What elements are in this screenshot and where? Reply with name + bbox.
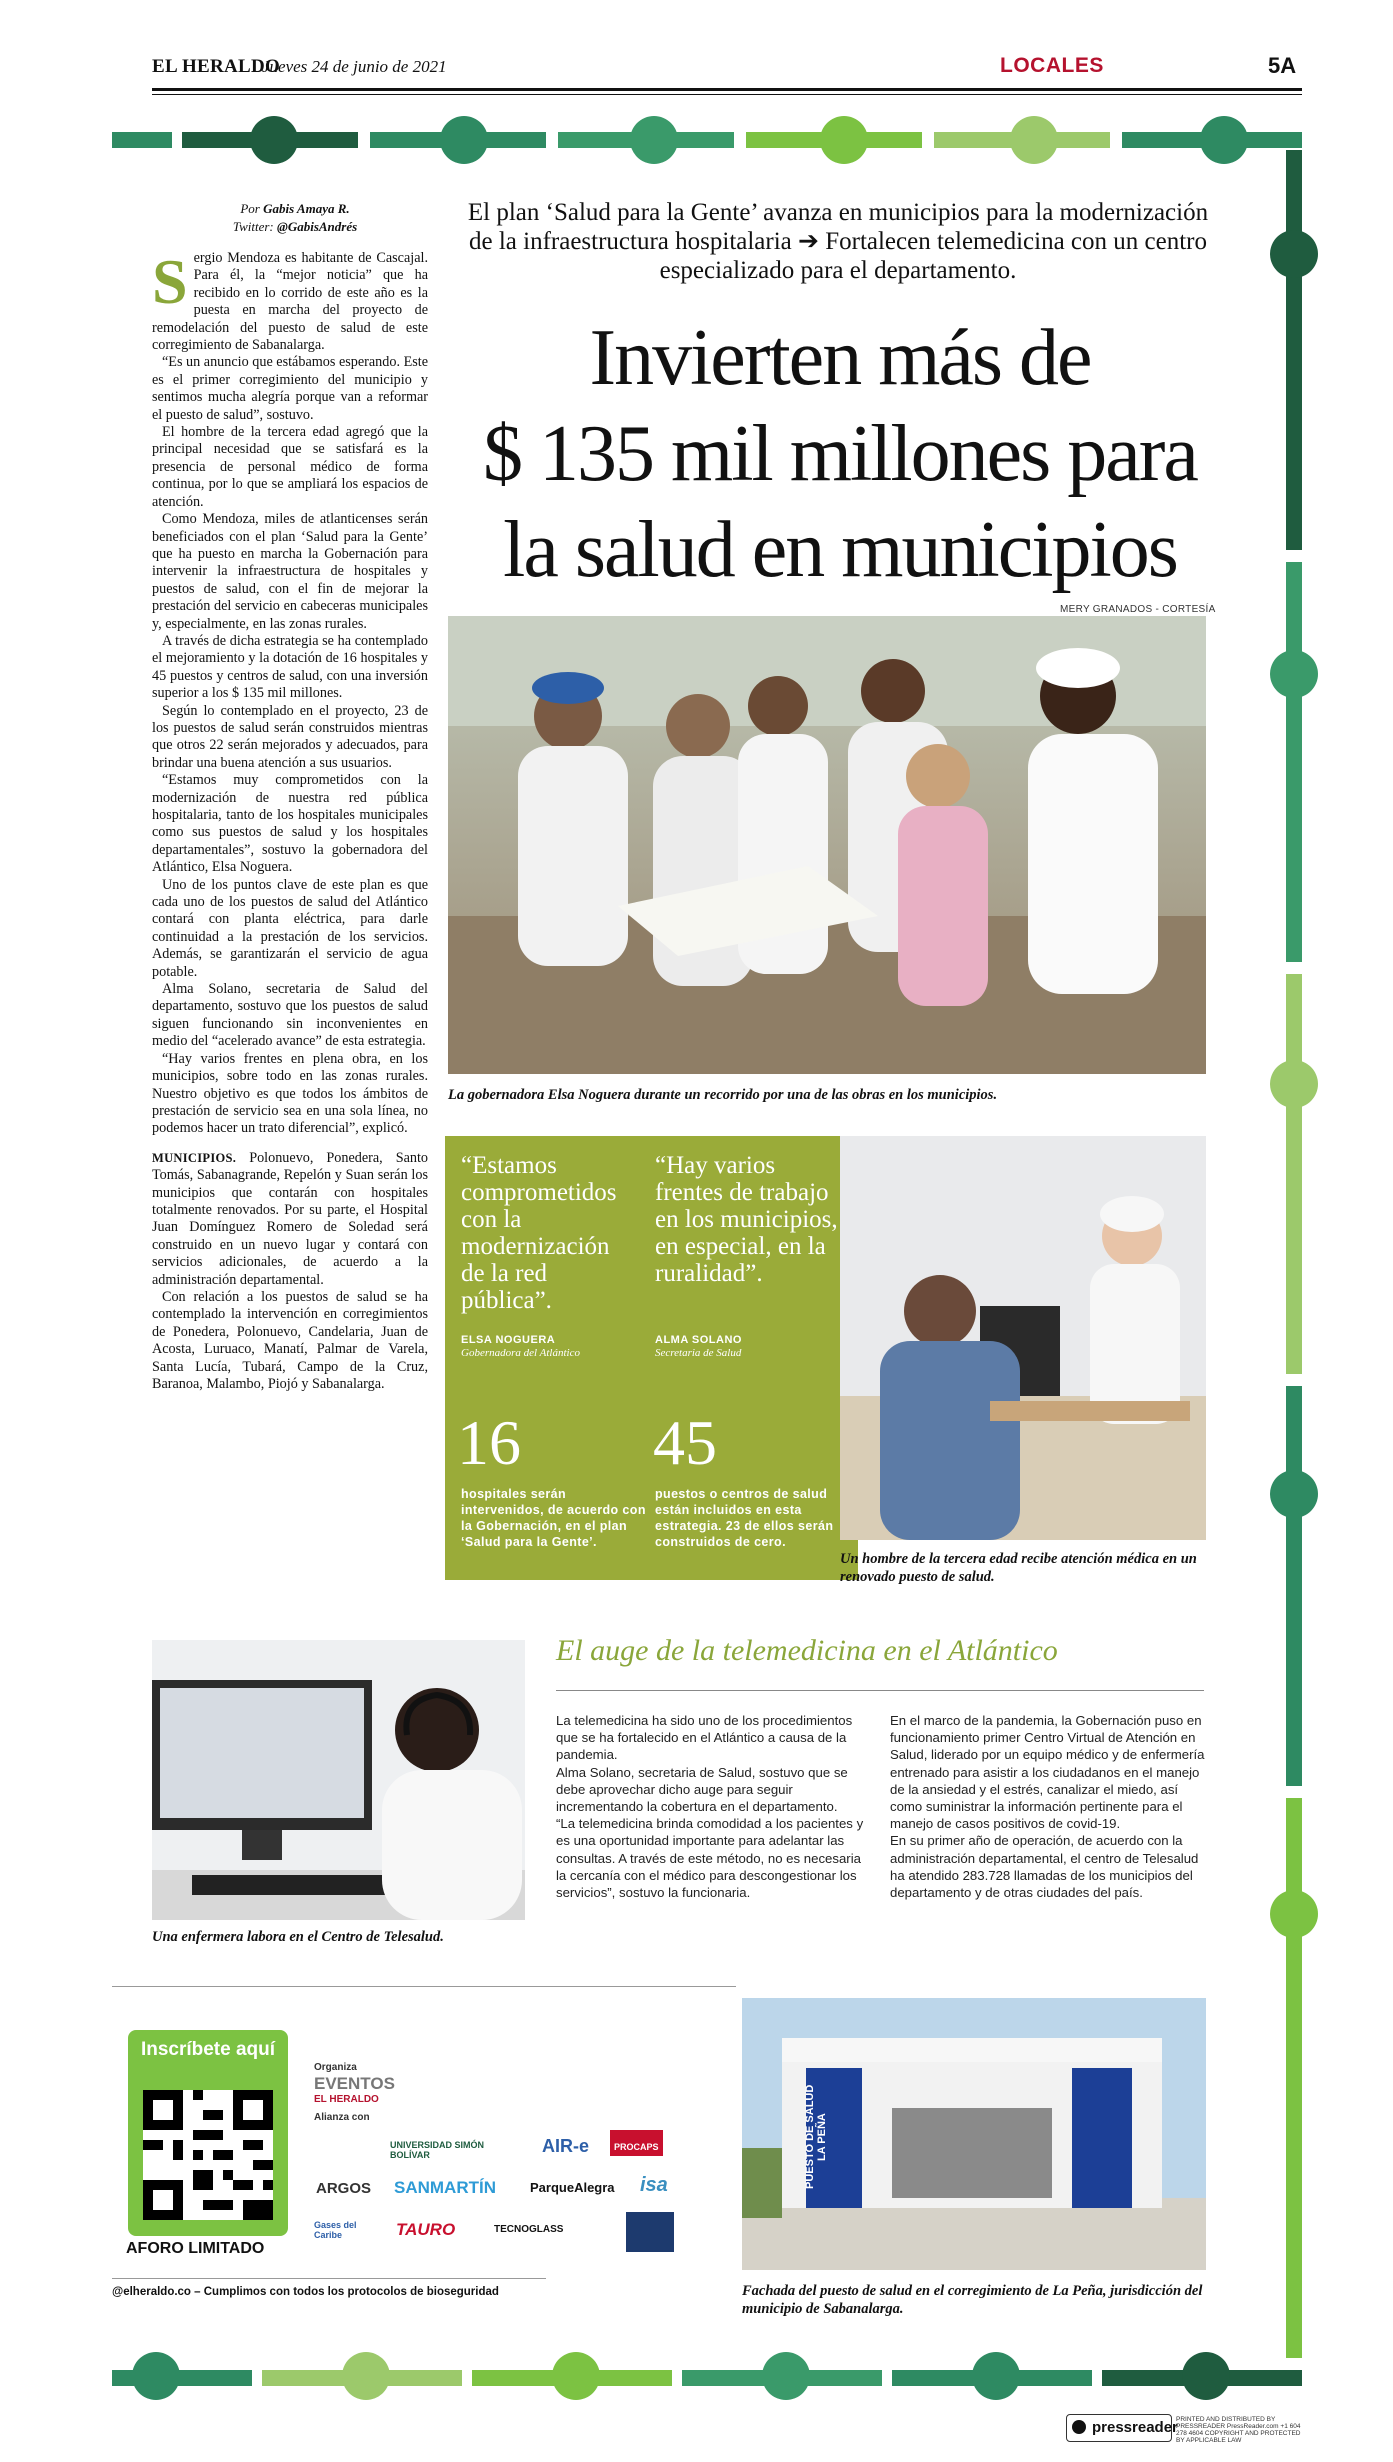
telemedicine-paragraph: “La telemedicina brinda comodidad a los pacientes y es una oportunidad importante para adelantar las consultas. A través de este método, no es necesaria la cercanía con el médico para descongestionar los servicios”, sostuvo la funcionaria. <box>556 1816 864 1901</box>
twitter-prefix: Twitter: <box>232 219 274 234</box>
ad-capacity-note: AFORO LIMITADO <box>126 2240 265 2257</box>
telemedicine-paragraph: La telemedicina ha sido uno de los procedimientos que se ha fortalecido en el Atlántico a causa de la pandemia. <box>556 1713 853 1763</box>
article-paragraph: “Estamos muy comprometidos con la modernización de nuestra red pública hospitalaria, tanto de los hospitales municipales como sus puestos de salud y los hospitales departamentales”, sostuvo la gobernadora del Atlántico, Elsa Noguera. <box>152 772 428 876</box>
photo-credit: MERY GRANADOS - CORTESÍA <box>1060 604 1216 615</box>
byline-prefix: Por <box>240 201 260 216</box>
qr-code-icon[interactable] <box>143 2090 273 2220</box>
facade-photo <box>742 1998 1206 2270</box>
nurse-photo-caption: Una enfermera labora en el Centro de Telesalud. <box>152 1929 444 1945</box>
article-body <box>152 246 429 1393</box>
article-paragraph: Como Mendoza, miles de atlanticenses serán beneficiados con el plan ‘Salud para la Gente’ que ha puesto en marcha la Gobernación para intervenir la infraestructura de hospitales y puestos de salud, con el fin de mejorar la prestación del servicio en cabeceras municipales y, especialmente, en las zonas rurales. <box>152 511 428 632</box>
header-rule-thin <box>152 94 1302 95</box>
ad-logo: ParqueAlegra <box>530 2180 615 2195</box>
byline-twitter: @GabisAndrés <box>277 219 358 234</box>
newspaper-name: EL HERALDO <box>152 56 281 77</box>
ad-footer-rule <box>112 2278 546 2279</box>
ad-logo: SANMARTÍN <box>394 2178 496 2197</box>
article-paragraph: “Es un anuncio que estábamos esperando. Este es el primer corregimiento del municipio y sentimos mucha alegría porque van a reformar el puesto de salud”, sostuvo. <box>152 354 428 423</box>
article-paragraph: Con relación a los puestos de salud se ha contemplado la intervención en corregimientos de Ponedera, Polonuevo, Candelaria, Juan de Acosta, Luruaco, Manatí, Palmar de Varela, Santa Lucía, Tubará, Campo de la Cruz, Baranoa, Malambo, Piojó y Sabanalarga. <box>152 1288 428 1392</box>
telemedicine-paragraph: Alma Solano, secretaria de Salud, sostuvo que se debe aprovechar dicho auge para seguir incrementando la cobertura en el departamento. <box>556 1764 848 1815</box>
article-paragraph: Uno de los puntos clave de este plan es que cada uno de los puestos de salud del Atlántico contará con planta eléctrica, para darle continuidad a la prestación de los servicios. Además, se garantizarán el servicio de agua potable. <box>152 876 428 980</box>
telemedicine-rule <box>556 1690 1204 1691</box>
article-paragraph: Según lo contemplado en el proyecto, 23 de los puestos de salud serán construidos mientras que otros 22 serán mejorados y adecuados, para brindar una buena atención a sus usuarios. <box>152 702 428 771</box>
telemedicine-paragraph: En su primer año de operación, de acuerdo con la administración departamental, el centro de Telesalud ha atendido 283.728 llamadas de los municipios del departamento y de otras ciudades del país. <box>890 1833 1199 1901</box>
ad-logo: TAURO <box>396 2220 456 2239</box>
ad-eventos-sub: EL HERALDO <box>314 2094 379 2105</box>
ad-eventos-logo: EVENTOS <box>314 2074 395 2093</box>
nurse-photo <box>152 1640 525 1920</box>
ad-logo: TECNOGLASS <box>494 2224 564 2235</box>
quote-text: “Hay varios frentes de trabajo en los municipios, en especial, en la ruralidad”. <box>655 1152 838 1287</box>
article-paragraph: Polonuevo, Ponedera, Santo Tomás, Sabanagrande, Repelón y Suan serán los municipios que contarán con hospitales totalmente renovados. Por su parte, el Hospital Juan Domínguez Romero de Soledad será construido en un nuevo lugar y contará con servicios adicionales, de acuerdo a la administración departamental. <box>152 1149 429 1288</box>
telemedicine-col-1 <box>556 1712 866 1901</box>
stat-text: hospitales serán intervenidos, de acuerdo con la Gobernación, en el plan ‘Salud para la Gente’. <box>461 1487 646 1549</box>
ad-logo: AIR-e <box>542 2136 590 2156</box>
headline <box>440 310 1240 598</box>
ad-logo: PROCAPS <box>610 2130 663 2156</box>
byline <box>200 200 390 236</box>
quote-box <box>445 1136 858 1580</box>
article-paragraph: A través de dicha estrategia se ha contemplado el mejoramiento y la dotación de 16 hospitales y 45 puestos y centros de salud, con una inversión superior a los $ 135 mil millones. <box>152 632 428 702</box>
article-kicker: El plan ‘Salud para la Gente’ avanza en municipios para la modernización de la infraestructura hospitalaria ➔ Fortalecen telemedicina con un centro especializado para el departamento. <box>467 199 1209 284</box>
quote-author: ALMA SOLANO <box>655 1334 742 1346</box>
ad-organiza-label: Organiza <box>314 2062 357 2073</box>
telemedicine-title: El auge de la telemedicina en el Atlántico <box>556 1634 1058 1667</box>
drop-cap: S <box>152 246 188 317</box>
pressreader-logo[interactable]: pressreader <box>1092 2419 1178 2436</box>
quote-author-role: Secretaria de Salud <box>655 1347 742 1359</box>
header-rule <box>152 88 1302 91</box>
headline-line: Invierten más de <box>589 314 1091 402</box>
ad-alianza-label: Alianza con <box>314 2112 370 2123</box>
article-paragraph: “Hay varios frentes en plena obra, en los municipios, sobre todo en las zonas rurales. Nuestro objetivo es que todos los ámbitos de prestación de servicio sea en una sola línea, no podemos hacer un trato diferencial”, explicó. <box>152 1050 428 1137</box>
ad-logo: ARGOS <box>316 2180 372 2197</box>
quote-author: ELSA NOGUERA <box>461 1334 556 1346</box>
stat-number: 45 <box>653 1407 717 1478</box>
facade-photo-caption: Fachada del puesto de salud en el corregimiento de La Peña, jurisdicción del municipio de Sabanalarga. <box>742 2283 1203 2317</box>
ad-signup-label[interactable]: Inscríbete aquí <box>140 2039 276 2060</box>
article-paragraph: ergio Mendoza es habitante de Cascajal. Para él, la “mejor noticia” que ha recibido en lo corrido de este año es la puesta en marcha del proyecto de remodelación del puesto de salud de este corregimiento de Sabanalarga. <box>152 250 428 354</box>
pressreader-icon <box>1072 2420 1086 2434</box>
ad-footer-text: @elheraldo.co – Cumplimos con todos los protocolos de bioseguridad <box>112 2286 499 2298</box>
clinic-photo <box>840 1136 1206 1540</box>
telemedicine-col-2 <box>890 1712 1206 1901</box>
section-name: LOCALES <box>1000 54 1104 77</box>
stat-number: 16 <box>457 1407 521 1478</box>
ad-logo-badge-icon <box>626 2212 674 2252</box>
main-photo <box>448 616 1206 1074</box>
article-paragraph: El hombre de la tercera edad agregó que la principal necesidad que se satisfará es la presencia de personal médico de forma continua, por lo que se ampliará los espacios de atención. <box>152 424 428 510</box>
page-number: 5A <box>1268 53 1297 78</box>
subhead-label: MUNICIPIOS. <box>152 1150 237 1165</box>
article-paragraph: Alma Solano, secretaria de Salud del departamento, sostuvo que los puestos de salud siguen funcionando sin inconvenientes en medio del “acelerado avance” de esta estrategia. <box>152 981 428 1050</box>
pressreader-fine-print: PRINTED AND DISTRIBUTED BY PRESSREADER PressReader.com +1 604 278 4604 COPYRIGHT AND PROTECTED BY APPLICABLE LAW <box>1176 2416 1301 2444</box>
ad-logo: Gases del Caribe <box>314 2220 357 2240</box>
headline-line: la salud en municipios <box>503 506 1177 594</box>
ad-divider <box>112 1986 736 1987</box>
byline-author: Gabis Amaya R. <box>263 201 350 216</box>
ad-logo: isa <box>640 2174 668 2196</box>
headline-line: $ 135 mil millones para <box>483 410 1197 498</box>
telemedicine-paragraph: En el marco de la pandemia, la Gobernación puso en funcionamiento primer Centro Virtual de Atención en Salud, liderado por un equipo médico y de enfermería entrenado para asistir a los ciudadanos en el manejo de la ansiedad y el estrés, canalizar el miedo, así como suministrar la información pertinente para el manejo de casos positivos de covid-19. <box>890 1713 1205 1832</box>
ad-logo: UNIVERSIDAD SIMÓN BOLÍVAR <box>390 2140 485 2160</box>
facade-sign: PUESTO DE SALUD LA PEÑA <box>804 2084 828 2190</box>
quote-author-role: Gobernadora del Atlántico <box>461 1347 580 1359</box>
issue-date: Jueves 24 de junio de 2021 <box>262 57 447 76</box>
stat-text: puestos o centros de salud están incluidos en esta estrategia. 23 de ellos serán construidos de cero. <box>655 1487 834 1549</box>
main-photo-caption: La gobernadora Elsa Noguera durante un recorrido por una de las obras en los municipios. <box>448 1087 998 1103</box>
quote-text: “Estamos comprometidos con la modernización de la red pública”. <box>461 1152 617 1314</box>
clinic-photo-caption: Un hombre de la tercera edad recibe atención médica en un renovado puesto de salud. <box>840 1551 1197 1585</box>
